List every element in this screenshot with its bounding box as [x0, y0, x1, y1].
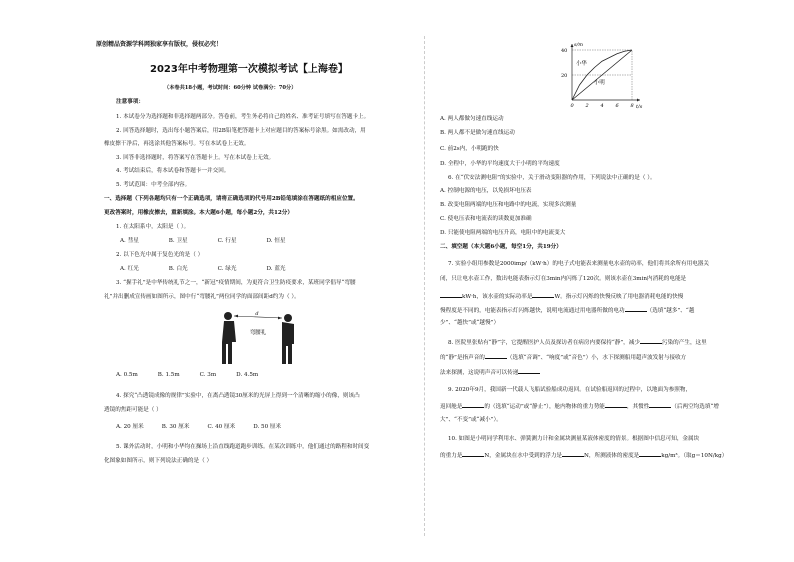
- q3-option-a[interactable]: A. 0.5m: [116, 372, 138, 378]
- q2-option-c[interactable]: C. 绿光: [217, 266, 237, 272]
- q7-line-1: 7. 实验小组用参数是2000imp/（kW·h）的电子式电能表来测量电水壶的功率，他们将其余所有用电器关: [448, 261, 709, 267]
- q9-blank-1[interactable]: [462, 402, 484, 408]
- q7-line-4: 慢程度是不同的，电能表指示灯闪烁越快，说明电流通过用电器所做的电功 （选填“越多”、“越: [440, 308, 695, 314]
- q1-option-d[interactable]: D. 恒星: [266, 238, 286, 244]
- q7-line-5: 少”、“越快”或“越慢”）: [440, 320, 500, 326]
- note-2: 2. 回答选择题时，选出每小题答案后，用2B铅笔把答题卡上对应题目的答案标号涂黑。如需改动，用: [116, 128, 366, 134]
- q10-line-2: 的重力是 N，金属块在水中受到的浮力是 N，所测液体的密度是 kg/m³。（取g＝10N/kg）: [440, 453, 728, 459]
- q2-option-d[interactable]: D. 蓝光: [266, 266, 286, 272]
- q4-options: [116, 424, 281, 431]
- column-divider: [424, 36, 425, 536]
- section1-heading-cont: 更改答案时，用橡皮擦去，重新填涂。本大题6小题，每小题2分，共12分）: [104, 210, 293, 216]
- header-source-note: 原创精品资源学科网独家享有版权，侵权必究！: [96, 41, 223, 48]
- bowing-figure: [214, 306, 304, 366]
- q8-blank-2[interactable]: [485, 353, 507, 359]
- left-person-body: [222, 321, 236, 364]
- q3-stem-2: 礼”并出删成宣传画如图所示，图中行“弯腰礼”两位同学的面部间距d约为（ ）。: [104, 294, 300, 300]
- q6-option-a[interactable]: A. 控制电源的电压，以免损坏电压表: [440, 188, 532, 194]
- q7-line-3: kW·h，该水壶的实际功率是 W。指示灯闪烁的快慢反映了用电器消耗电能的快慢: [440, 292, 683, 301]
- note-4: 4. 考试结束后，将本试卷和答题卡一并交回。: [116, 168, 230, 174]
- q5-stem-1: 5. 课外活动时，小明和小华均在操场上沿直线跑道跑步训练。在某次训练中，他们通过的路程和时间变: [116, 444, 370, 450]
- q6-option-c[interactable]: C. 使电压表和电流表的读数更加准确: [440, 216, 532, 222]
- q3-option-b[interactable]: B. 1.5m: [157, 372, 180, 378]
- q4-option-a[interactable]: A. 20 厘米: [116, 424, 144, 430]
- left-person-head: [224, 312, 232, 320]
- x-tick-label: 8: [630, 103, 634, 109]
- q8-line-3: 法来探测，这说明声音可以传递: [440, 368, 540, 377]
- q10-line-1: 10. 如图是小明同学利用水、弹簧测力计和金属块测量某液体密度的情景。根据图中信息可知，金属块: [448, 436, 700, 442]
- q7-line-2: 闭，只让电水壶工作，数出电能表指示灯在3min内闪烁了120次。则该水壶在3min内消耗的电能是: [440, 276, 687, 282]
- q7-blank-3[interactable]: [625, 306, 647, 312]
- st-chart: [560, 40, 650, 110]
- q9-blank-2[interactable]: [605, 402, 627, 408]
- q9-line-2: 返回舱是 的（选填“运动”或“静止”），舱内物体的重力势能 ，其惯性 （后两空均选填“增: [440, 404, 719, 410]
- x-tick-label: 0: [570, 103, 574, 109]
- q1-stem: 1. 在太阳系中，太阳是（ ）。: [116, 224, 190, 230]
- q4-stem-1: 4. 探究“凸透镜成像的规律”实验中，在离凸透镜30厘米的光屏上得到一个清晰的缩小的像，则该凸: [116, 393, 360, 399]
- page-subtitle: （本卷共18小题，考试时间：60分钟 试卷满分：70分）: [164, 85, 297, 91]
- section2-heading: 二、填空题（本大题6小题，每空1分，共19分）: [440, 244, 562, 250]
- q9-blank-3[interactable]: [649, 402, 671, 408]
- q1-option-c[interactable]: C. 行星: [217, 238, 237, 244]
- note-2-cont: 橡皮擦干净后，再选涂其他答案标号。写在本试卷上无效。: [104, 141, 250, 147]
- q4-stem-2: 透镜的焦距可能是（ ）: [104, 407, 162, 413]
- right-person-body: [282, 322, 294, 364]
- q6-stem: 6. 在“伏安法测电阻”的实验中，关于滑动变阻器的作用，下列说法中正确的是（ ）。: [448, 175, 656, 181]
- q1-option-a[interactable]: A. 彗星: [120, 238, 139, 244]
- q5-option-c[interactable]: C. 前2s内，小明跑的快: [440, 146, 499, 152]
- x-axis-label: t/s: [636, 104, 643, 110]
- q3-option-c[interactable]: C. 3m: [199, 372, 217, 378]
- q3-option-d[interactable]: D. 4.5m: [236, 372, 259, 378]
- q5-stem-2: 化图象如图所示，则下列说法正确的是（ ）: [104, 458, 213, 464]
- q4-option-d[interactable]: D. 50 厘米: [253, 424, 282, 430]
- section1-heading: 一、选择题（下列各题均只有一个正确选项，请将正确选项的代号用2B铅笔填涂在答题纸的相应位置。: [104, 196, 359, 202]
- q1-option-b[interactable]: B. 卫星: [168, 238, 188, 244]
- q2-options: [120, 266, 286, 273]
- note-1: 1. 本试卷分为选择题和非选择题两部分。答卷前，考生务必将自己的姓名、准考证号填写在答题卡上。: [116, 114, 370, 120]
- q2-option-a[interactable]: A. 红光: [120, 266, 139, 272]
- x-tick-label: 4: [600, 103, 604, 109]
- page-title: 2023年中考物理第一次模拟考试【上海卷】: [150, 64, 348, 75]
- q2-option-b[interactable]: B. 白光: [168, 266, 188, 272]
- q8-blank-1[interactable]: [640, 338, 662, 344]
- note-3: 3. 回答非选择题时，将答案写在答题卡上。写在本试卷上无效。: [116, 155, 275, 161]
- series-label-xiaoming: 小明: [594, 79, 605, 86]
- q3-stem-1: 3. “握手礼”是中华传统礼节之一，“新冠”疫情期间，为更符合卫生防疫要求，某班同学倡导“弯腰: [116, 280, 356, 286]
- q10-blank-1[interactable]: [462, 451, 484, 457]
- q7-blank-2[interactable]: [532, 292, 554, 298]
- right-person-head: [284, 314, 292, 322]
- q8-line-1: 8. 医院里张贴有“静”字，它提醒医护人员及探访者在病房内要保持“静”，减少 污染的产生，这里: [448, 340, 707, 346]
- y-tick-label: 20: [561, 73, 568, 79]
- q5-option-d[interactable]: D. 全程中，小华的平均速度大于小明的平均速度: [440, 161, 560, 167]
- q3-options: [116, 372, 258, 379]
- q1-options: [120, 238, 286, 245]
- y-tick-label: 40: [561, 48, 568, 54]
- q9-line-3: 大”、“不变”或“减小”）。: [440, 417, 502, 423]
- figure-caption: 弯腰礼: [249, 330, 267, 336]
- q6-option-b[interactable]: B. 改变电阻两端的电压和电路中的电流，实现多次测量: [440, 202, 577, 208]
- x-tick-label: 2: [585, 103, 589, 109]
- q7-blank-1[interactable]: [440, 292, 462, 298]
- q9-line-1: 9. 2020年9月，我国新一代载人飞船试验船成功返回。在试验船返回的过程中，以地面为参照物，: [448, 387, 692, 393]
- q5-option-a[interactable]: A. 两人都做匀速直线运动: [440, 116, 504, 122]
- y-axis-label: s/m: [574, 42, 583, 48]
- notes-heading: 注意事项：: [116, 99, 144, 105]
- q5-option-b[interactable]: B. 两人都不是做匀速直线运动: [440, 130, 515, 136]
- q6-option-d[interactable]: D. 只能使电阻两端的电压升高，电阻中的电流变大: [440, 230, 566, 236]
- q2-stem: 2. 以下色光中属于复色光的是（ ）: [116, 252, 204, 258]
- q4-option-c[interactable]: C. 40 厘米: [207, 424, 236, 430]
- q4-option-b[interactable]: B. 30 厘米: [161, 424, 190, 430]
- q10-blank-2[interactable]: [562, 451, 584, 457]
- series-label-xiaohua: 小华: [576, 61, 587, 67]
- x-axis-arrow: [637, 99, 640, 102]
- distance-label: d: [255, 311, 259, 317]
- q8-blank-3[interactable]: [518, 368, 540, 374]
- note-5: 5. 考试范围：中考全部内容。: [116, 182, 191, 188]
- x-tick-label: 6: [615, 103, 619, 109]
- q10-blank-3[interactable]: [639, 451, 661, 457]
- q8-line-2: 的“静”是指声音的 （选填“音调”、“响度”或“音色”）小，水下探测船用超声波发射与接收方: [440, 355, 687, 361]
